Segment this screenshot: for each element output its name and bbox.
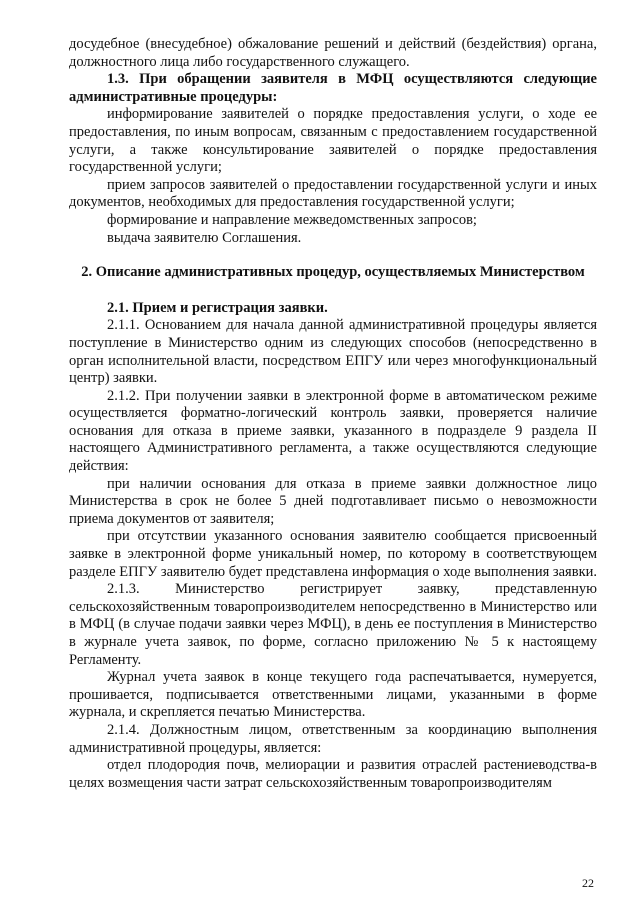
paragraph-department: отдел плодородия почв, мелиорации и развития отраслей растениеводства-в целях возмещения части затрат сельскохозяйственным товаропроизводителям xyxy=(69,757,597,791)
paragraph-2-1-4: 2.1.4. Должностным лицом, ответственным за координацию выполнения административной процедуры, является: xyxy=(69,721,597,756)
paragraph-journal: Журнал учета заявок в конце текущего года распечатывается, нумеруется, прошивается, подписывается ответственными лицами, указанными в форме журнала, и скрепляется печатью Министерства. xyxy=(69,669,597,721)
paragraph-2-1-1: 2.1.1. Основанием для начала данной административной процедуры является поступление в Министерство одним из следующих способов (непосредственно в орган исполнительной власти, посредством ЕПГУ или через многофункциональный центр) заявки. xyxy=(69,317,597,387)
subsection-2-1-title: 2.1. Прием и регистрация заявки. xyxy=(107,299,328,316)
paragraph-appeal: досудебное (внесудебное) обжалование решений и действий (бездействия) органа, должностного лица либо государственного служащего. xyxy=(69,36,597,70)
paragraph-no-refusal: при отсутствии указанного основания заявителю сообщается присвоенный заявке в электронной форме уникальный номер, по которому в соответствующем разделе ЕПГУ заявителю будет представлена информация о ходе выполнения заявки. xyxy=(69,528,597,580)
paragraph-2-1-3: 2.1.3. Министерство регистрирует заявку, представленную сельскохозяйственным товаропроизводителем непосредственно в Министерство или в МФЦ (в случае подачи заявки через МФЦ), в день ее поступления в Министерство в журнале учета заявок, по форме, согласно приложению № 5 к настоящему Регламенту. xyxy=(69,581,597,668)
paragraph-2-1-2: 2.1.2. При получении заявки в электронной форме в автоматическом режиме осуществляется форматно-логический контроль заявки, проверяется наличие основания для отказа в приеме заявки, указанного в подразделе 9 раздела II настоящего Административного регламента, а также осуществляются следующие действия: xyxy=(69,387,597,475)
paragraph-requests: прием запросов заявителей о предоставлении государственной услуги и иных документов, необходимых для предоставления государственной услуги; xyxy=(69,176,597,211)
paragraph-informing: информирование заявителей о порядке предоставления услуги, о ходе ее предоставления, по иным вопросам, связанным с предоставлением государственной услуги, а также консультирование заявителей о порядке предоставления государственной услуги; xyxy=(69,106,597,176)
section-2-heading: 2. Описание административных процедур, осуществляемых Министерством xyxy=(81,264,585,281)
document-page xyxy=(69,36,597,792)
page-number: 22 xyxy=(582,876,594,890)
paragraph-issuance: выдача заявителю Соглашения. xyxy=(107,229,302,246)
paragraph-interagency: формирование и направление межведомственных запросов; xyxy=(107,211,477,228)
paragraph-refusal-grounds: при наличии основания для отказа в приеме заявки должностное лицо Министерства в срок не более 5 дней подготавливает письмо о невозможности приема документов от заявителя; xyxy=(69,475,597,527)
paragraph-mfc-procedures-heading: 1.3. При обращении заявителя в МФЦ осуществляются следующие административные процедуры: xyxy=(69,71,597,105)
